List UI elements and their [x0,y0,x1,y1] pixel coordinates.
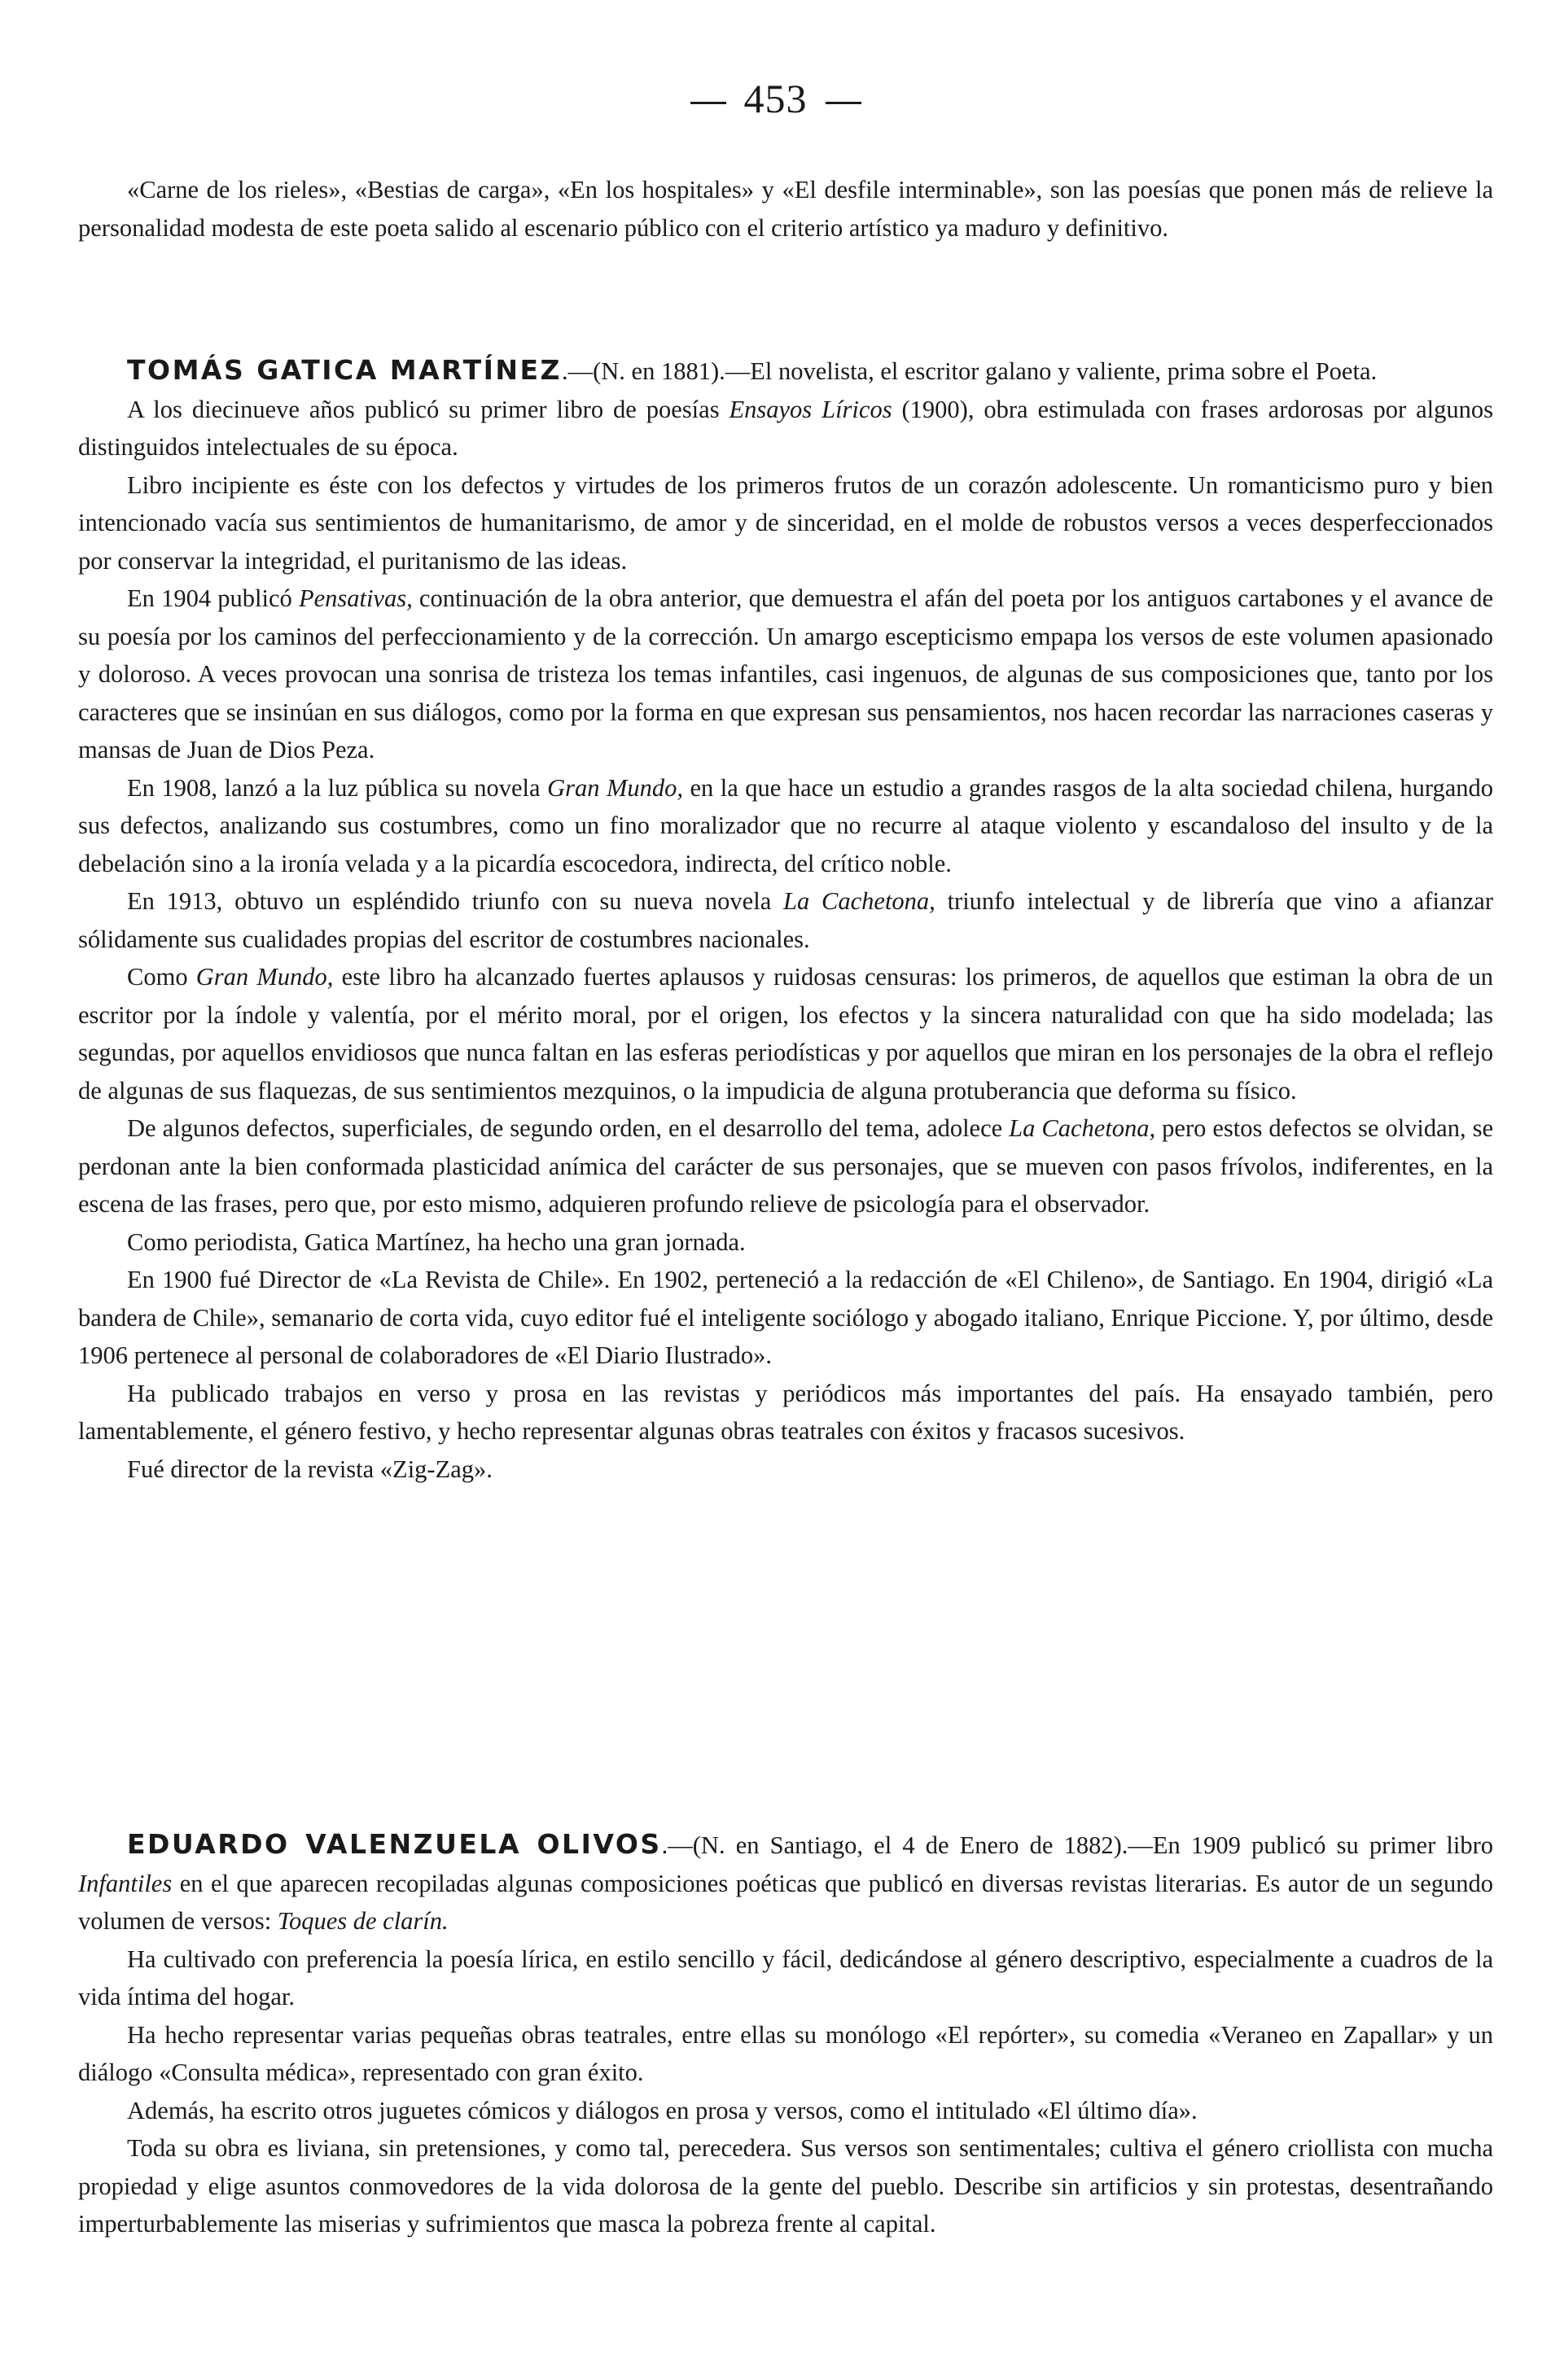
page-number [0,75,1551,122]
entry1-p4-text-b: en la que hace un estudio a grandes rasgos de la alta sociedad chilena, hurgando sus defectos, analizando sus costumbres, como un fino moralizador que no recurre al ataque violento y escandaloso del insulto y de la debelación sino a la ironía velada y a la picardía escocedora, indirecta, del crítico noble. [78,773,1493,877]
entry1-paragraph-5 [78,882,1493,958]
entry2-name: EDUARDO VALENZUELA OLIVOS [127,1828,662,1860]
entry1-p6-text-a: Como [127,963,196,991]
entry1-lead-paragraph [78,352,1493,391]
entry1-paragraph-1 [78,391,1493,466]
entry1-paragraph-11: Fué director de la revista «Zig-Zag». [127,1455,493,1483]
intro-paragraph: «Carne de los rieles», «Bestias de carga», «En los hospitales» y «El desfile interminable», son las poesías que ponen más de relieve la personalidad modesta de este poeta salido al escenario público con el criterio artístico ya maduro y definitivo. [78,176,1493,242]
entry2-book-title: Infantiles [78,1869,173,1897]
entry1-p3-text-a: En 1904 publicó [127,584,299,612]
entry1-p5-text-a: En 1913, obtuvo un espléndido triunfo con su nueva novela [127,887,784,915]
entry1-p1-text-b: (1900), obra estimulada con frases ardorosas por algunos distinguidos intelectuales de su época. [78,395,1493,461]
intro-block [78,171,1493,247]
entry1-paragraph-4 [78,769,1493,883]
entry1-paragraph-9: En 1900 fué Director de «La Revista de Chile». En 1902, perteneció a la redacción de «El Chileno», de Santiago. En 1904, dirigió «La bandera de Chile», semanario de corta vida, cuyo editor fué el inteligente sociólogo y abogado italiano, Enrique Piccione. Y, por último, desde 1906 pertenece al personal de colaboradores de «El Diario Ilustrado». [78,1266,1493,1369]
entry1-lead: .—(N. en 1881).—El novelista, el escritor galano y valiente, prima sobre el Poeta. [561,357,1378,385]
entry1-p6-book-title: Gran Mundo, [195,963,334,991]
entry1-p4-text-a: En 1908, lanzó a la luz pública su novela [127,773,548,802]
entry1-p3-text-b: continuación de la obra anterior, que demuestra el afán del poeta por los antiguos cartabones y el avance de su poesía por los caminos del perfeccionamiento y de la corrección. Un amargo escepticismo empapa los versos de este volumen apasionado y doloroso. A veces provocan una sonrisa de tristeza los temas infantiles, casi ingenuos, de algunas de sus composiciones que, tanto por los caracteres que se insinúan en sus diálogos, como por la forma en que expresan sus pensamientos, nos hacen recordar las narraciones caseras y mansas de Juan de Dios Peza. [78,584,1493,763]
entry2-paragraph-3: Además, ha escrito otros juguetes cómicos y diálogos en prosa y versos, como el intitulado «El último día». [127,2096,1198,2124]
entry1-paragraph-2: Libro incipiente es éste con los defectos y virtudes de los primeros frutos de un corazón adolescente. Un romanticismo puro y bien intencionado vacía sus sentimientos de humanitarismo, de amor y de sinceridad, en el molde de robustos versos a veces desperfeccionados por conservar la integridad, el puritanismo de las ideas. [78,470,1493,575]
entry2-paragraph-4: Toda su obra es liviana, sin pretensiones, y como tal, perecedera. Sus versos son sentimentales; cultiva el género criollista con mucha propiedad y elige asuntos conmovedores de la vida dolorosa de la gente del pueblo. Describe sin artificios y sin protestas, desentrañando imperturbablemente las miserias y sufrimientos que masca la pobreza frente al capital. [78,2134,1493,2238]
entry1-p1-book-title: Ensayos Líricos [729,395,892,423]
entry1-p5-book-title: La Cachetona, [783,887,935,915]
entry1-p7-text-b: pero estos defectos se olvidan, se perdonan ante la bien conformada plasticidad anímica del carácter de sus personajes, que se mueven con pasos frívolos, indiferentes, en la escena de las frases, pero que, por esto mismo, adquieren profundo relieve de psicología para el observador. [78,1114,1493,1218]
entry1-paragraph-7 [78,1109,1493,1223]
entry-gatica-martinez [78,352,1493,1488]
entry1-p4-book-title: Gran Mundo, [547,773,683,802]
entry1-p1-text-a: A los diecinueve años publicó su primer libro de poesías [127,395,729,423]
entry2-paragraph-2: Ha hecho representar varias pequeñas obras teatrales, entre ellas su monólogo «El repórter», su comedia «Veraneo en Zapallar» y un diálogo «Consulta médica», representado con gran éxito. [78,2020,1493,2086]
entry1-p3-book-title: Pensativas, [298,584,413,612]
entry1-p7-book-title: La Cachetona, [1009,1114,1156,1142]
entry1-paragraph-10: Ha publicado trabajos en verso y prosa en las revistas y periódicos más importantes del país. Ha ensayado también, pero lamentablemente, el género festivo, y hecho representar algunas obras teatrales con éxitos y fracasos sucesivos. [78,1379,1493,1445]
entry1-paragraph-3 [78,580,1493,769]
entry1-paragraph-8: Como periodista, Gatica Martínez, ha hecho una gran jornada. [127,1227,746,1256]
entry1-p6-text-b: este libro ha alcanzado fuertes aplausos y ruidosas censuras: los primeros, de aquellos que estiman la obra de un escritor por la índole y valentía, por el mérito moral, por el origen, los efectos y la sincera naturalidad con que ha sido modelada; las segundas, por aquellos envidiosos que nunca faltan en las esferas periodísticas y por aquellos que miran en los personajes de la obra el reflejo de algunas de sus flaquezas, de sus sentimientos mezquinos, o la impudicia de alguna protuberancia que deforma su físico. [78,963,1493,1105]
entry1-paragraph-6 [78,958,1493,1109]
entry1-p5-text-b: triunfo intelectual y de librería que vino a afianzar sólidamente sus cualidades propias del escritor de costumbres nacionales. [78,887,1493,953]
entry1-p7-text-a: De algunos defectos, superficiales, de segundo orden, en el desarrollo del tema, adolece [127,1114,1010,1142]
entry2-lead-text-a: .—(N. en Santiago, el 4 de Enero de 1882).—En 1909 publicó su primer libro [661,1831,1493,1859]
entry2-lead-text-b: en el que aparecen recopiladas algunas composiciones poéticas que publicó en diversas revistas literarias. Es autor de un segundo volumen de versos: [78,1869,1493,1935]
entry2-lead-paragraph [78,1826,1493,1940]
page-number-value: 453 [743,76,808,121]
entry2-book-title-2: Toques de clarín. [277,1907,449,1935]
entry1-name: TOMÁS GATICA MARTÍNEZ [127,354,562,386]
entry2-paragraph-1: Ha cultivado con preferencia la poesía lírica, en estilo sencillo y fácil, dedicándose al género descriptivo, especialmente a cuadros de la vida íntima del hogar. [78,1945,1493,2010]
page-number-dash-right [826,102,861,104]
entry-valenzuela-olivos [78,1826,1493,2243]
page-number-dash-left [690,102,726,104]
